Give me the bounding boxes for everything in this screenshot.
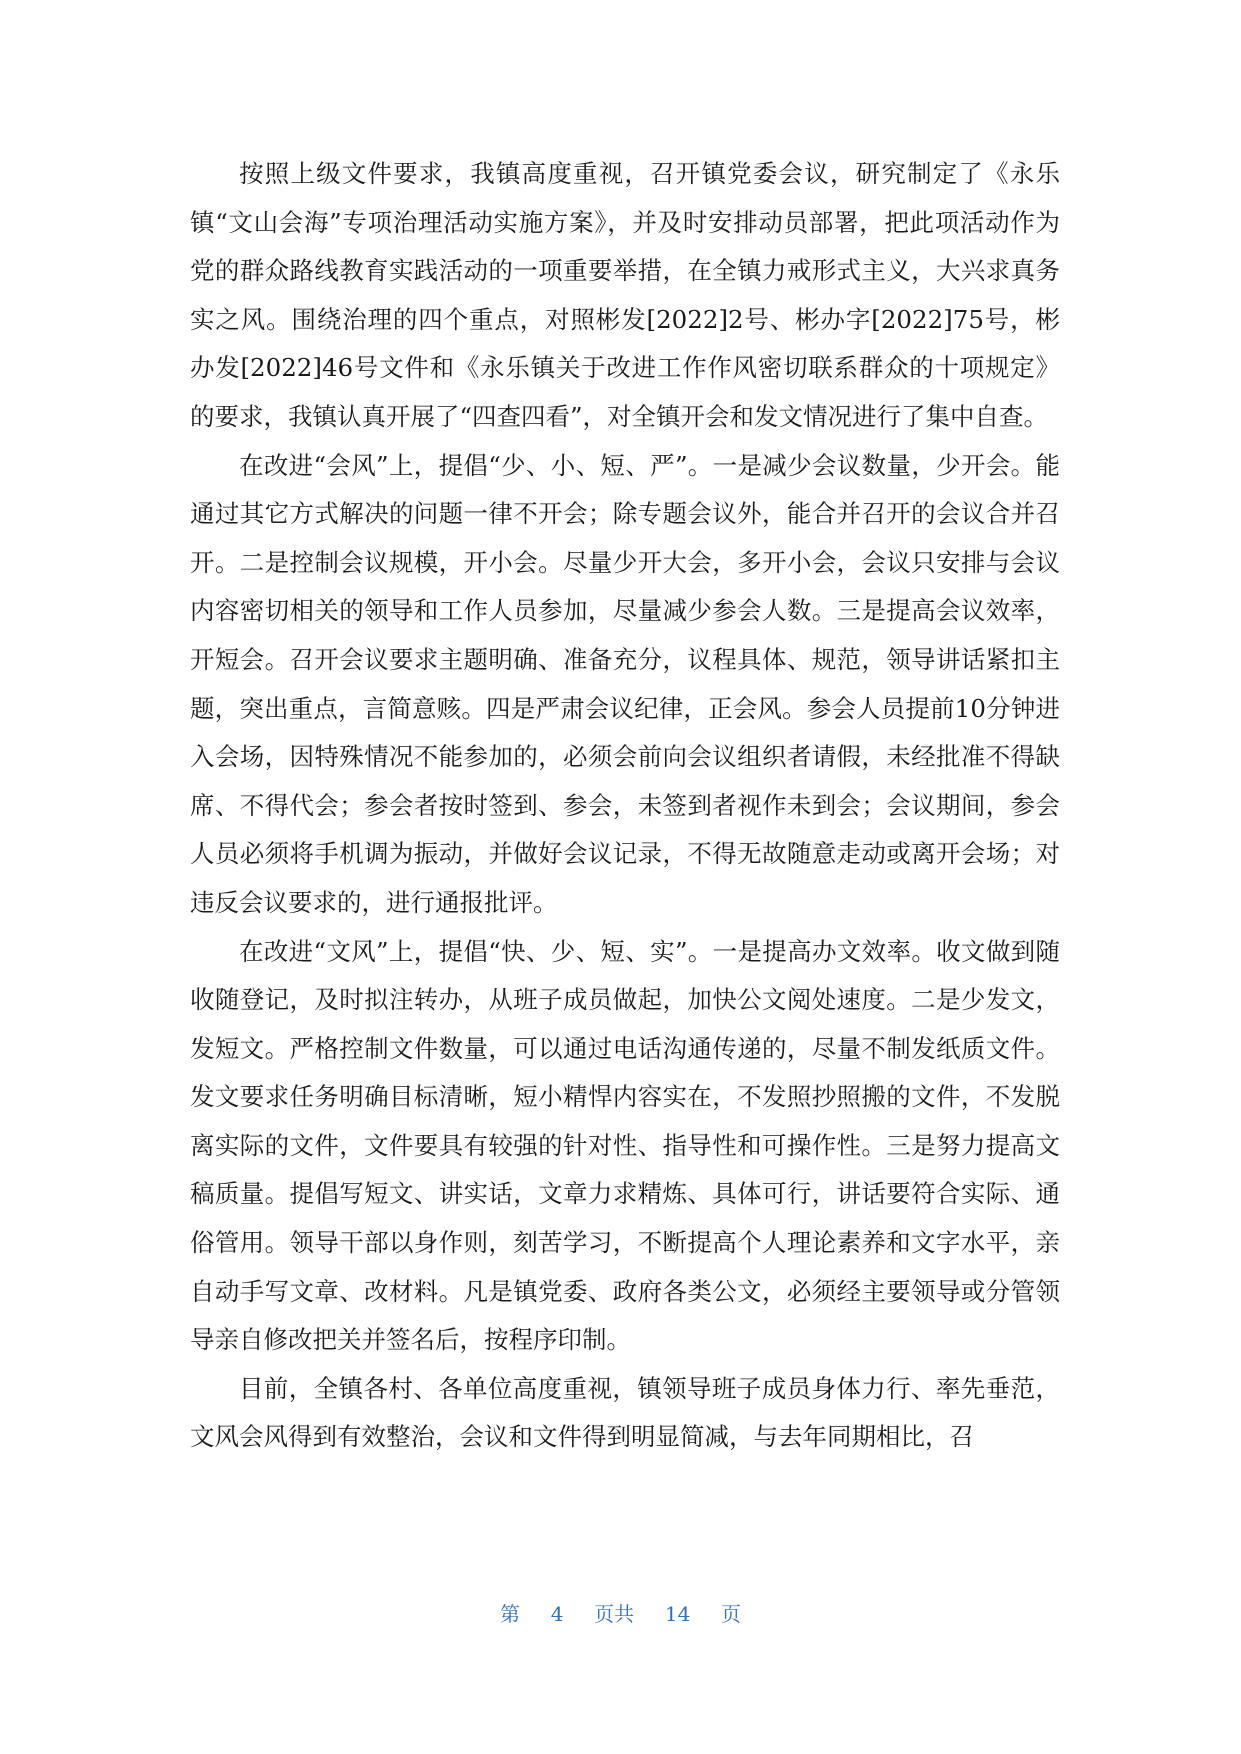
footer-current-page: 4 — [550, 1602, 564, 1626]
paragraph-2: 在改进“会风”上，提倡“少、小、短、严”。一是减少会议数量，少开会。能通过其它方式解决的问题一律不开会；除专题会议外，能合并召开的会议合并召开。二是控制会议规模，开小会。尽量少开大会，多开小会，会议只安排与会议内容密切相关的领导和工作人员参加，尽量减少参会人数。三是提高会议效率，开短会。召开会议要求主题明确、准备充分，议程具体、规范，领导讲话紧扣主题，突出重点，言简意赅。四是严肃会议纪律，正会风。参会人员提前10分钟进入会场，因特殊情况不能参加的，必须会前向会议组织者请假，未经批准不得缺席、不得代会；参会者按时签到、参会，未签到者视作未到会；会议期间，参会人员必须将手机调为振动，并做好会议记录，不得无故随意走动或离开会场；对违反会议要求的，进行通报批评。 — [190, 450, 1060, 917]
footer-total-pages: 14 — [664, 1602, 691, 1626]
document-body — [190, 150, 1060, 1462]
page-number-footer — [0, 1598, 1241, 1627]
footer-prefix: 第 — [499, 1602, 520, 1626]
paragraph-1: 按照上级文件要求，我镇高度重视，召开镇党委会议，研究制定了《永乐镇“文山会海”专项治理活动实施方案》，并及时安排动员部署，把此项活动作为党的群众路线教育实践活动的一项重要举措，在全镇力戒形式主义，大兴求真务实之风。围绕治理的四个重点，对照彬发[2022]2号、彬办字[2022]75号，彬办发[2022]46号文件和《永乐镇关于改进工作作风密切联系群众的十项规定》的要求，我镇认真开展了“四查四看”，对全镇开会和发文情况进行了集中自查。 — [190, 159, 1060, 431]
footer-suffix: 页 — [721, 1602, 742, 1626]
paragraph-3: 在改进“文风”上，提倡“快、少、短、实”。一是提高办文效率。收文做到随收随登记，及时拟注转办，从班子成员做起，加快公文阅处速度。二是少发文，发短文。严格控制文件数量，可以通过电话沟通传递的，尽量不制发纸质文件。发文要求任务明确目标清晰，短小精悍内容实在，不发照抄照搬的文件，不发脱离实际的文件，文件要具有较强的针对性、指导性和可操作性。三是努力提高文稿质量。提倡写短文、讲实话，文章力求精炼、具体可行，讲话要符合实际、通俗管用。领导干部以身作则，刻苦学习，不断提高个人理论素养和文字水平，亲自动手写文章、改材料。凡是镇党委、政府各类公文，必须经主要领导或分管领导亲自修改把关并签名后，按程序印制。 — [190, 936, 1060, 1355]
paragraph-4: 目前，全镇各村、各单位高度重视，镇领导班子成员身体力行、率先垂范，文风会风得到有效整治，会议和文件得到明显简减，与去年同期相比，召 — [190, 1373, 1060, 1452]
footer-middle: 页共 — [594, 1602, 635, 1626]
